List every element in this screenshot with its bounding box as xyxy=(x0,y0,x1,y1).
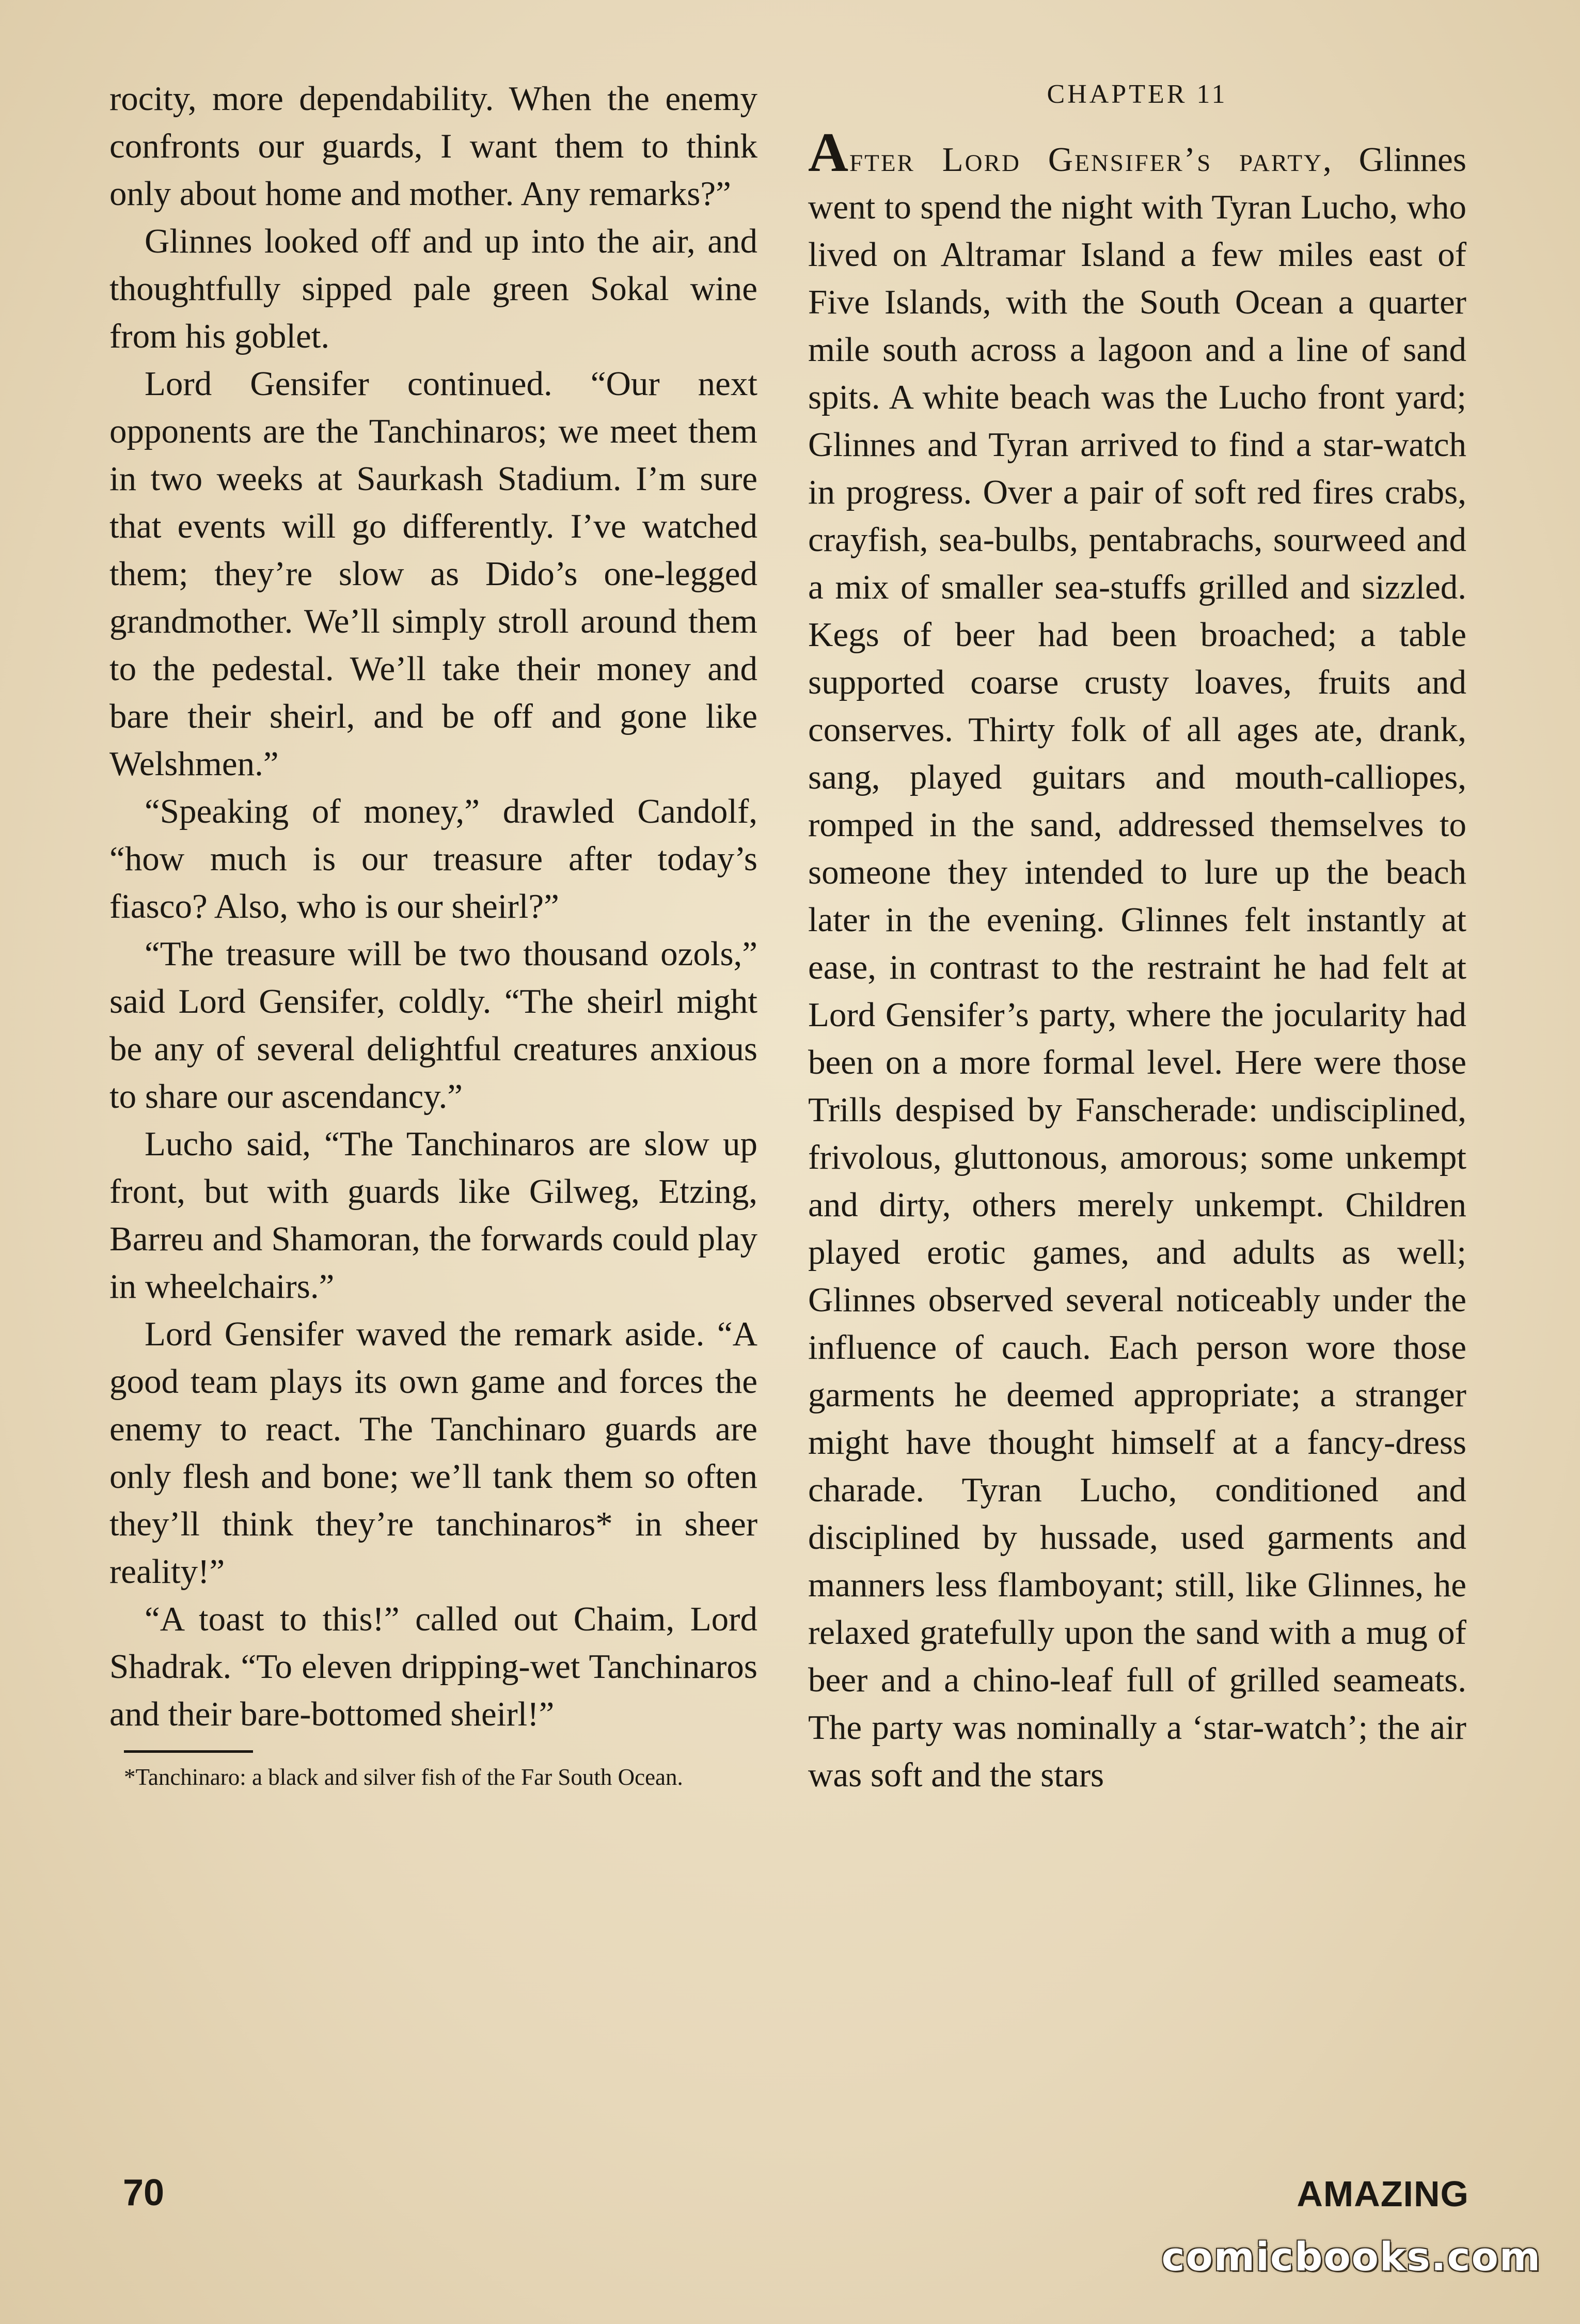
paragraph: “The treasure will be two thousand ozols,” said Lord Gensifer, coldly. “The sheirl might be any of several delightful creatures anxious to share our ascendancy.” xyxy=(109,935,757,1116)
paragraph: “Speaking of money,” drawled Candolf, “how much is our treasure after today’s fiasco? Also, who is our sheirl?” xyxy=(109,792,757,925)
paragraph-text: Glinnes went to spend the night with Tyran Lucho, who lived on Altramar Island a few miles east of Five Islands, with the South Ocean a quarter mile south across a lagoon and a line of sand spits. A white beach was the Lucho front yard; Glinnes and Tyran arrived to find a star-watch in progress. Over a pair of soft red fires crabs, crayfish, sea-bulbs, pentabrachs, sourweed and a mix of smaller sea-stuffs grilled and sizzled. Kegs of beer had been broached; a table supported coarse crusty loaves, fruits and conserves. Thirty folk of all ages ate, drank, sang, played guitars and mouth-calliopes, romped in the sand, addressed themselves to someone they intended to lure up the beach later in the evening. Glinnes felt instantly at ease, in contrast to the restraint he had felt at Lord Gensifer’s party, where the jocularity had been on a more formal level. Here were those Trills despised by Fanscherade: undisciplined, frivolous, gluttonous, amorous; some unkempt and dirty, others merely unkempt. Children played erotic games, and adults as well; Glinnes observed several noticeably under the influence of cauch. Each person wore those garments he deemed appropriate; a stranger might have thought himself at a fancy-dress charade. Tyran Lucho, conditioned and disciplined by hussade, used garments and manners less flamboyant; still, like Glinnes, he relaxed gratefully upon the sand with a mug of beer and a chino-leaf full of grilled seameats. The party was nominally a ‘star-watch’; the air was soft and the stars xyxy=(808,140,1466,1794)
left-column xyxy=(109,75,757,1792)
footnote: *Tanchinaro: a black and silver fish of the Far South Ocean. xyxy=(124,1764,683,1790)
right-column xyxy=(808,76,1466,1799)
paragraph: Glinnes looked off and up into the air, and thoughtfully sipped pale green Sokal wine from his goblet. xyxy=(109,222,757,355)
chapter-heading: CHAPTER 11 xyxy=(1047,80,1228,109)
paragraph: Lord Gensifer continued. “Our next opponents are the Tanchinaros; we meet them in two weeks at Saurkash Stadium. I’m sure that events will go differently. I’ve watched them; they’re slow as Dido’s one-legged grandmother. We’ll simply stroll around them to the pedestal. We’ll take their money and bare their sheirl, and be off and gone like Welshmen.” xyxy=(109,365,757,783)
magazine-name: AMAZING xyxy=(1297,2174,1469,2214)
footnote-divider xyxy=(124,1750,253,1753)
chapter-opening-paragraph xyxy=(808,122,1466,1799)
watermark: comicbooks.com xyxy=(1161,2234,1541,2280)
opening-small-caps: fter Lord Gensifer’s party, xyxy=(849,140,1333,179)
paragraph: Lord Gensifer waved the remark aside. “A good team plays its own game and forces the enemy to react. The Tanchinaro guards are only flesh and bone; we’ll tank them so often they’ll think they’re tanchinaros* in sheer reality!” xyxy=(109,1315,757,1591)
page-number: 70 xyxy=(123,2172,165,2213)
paragraph: “A toast to this!” called out Chaim, Lord Shadrak. “To eleven dripping-wet Tanchinaros and their bare-bottomed sheirl!” xyxy=(109,1600,757,1733)
drop-cap: A xyxy=(808,122,849,183)
paragraph: rocity, more dependability. When the enemy confronts our guards, I want them to think only about home and mother. Any remarks?” xyxy=(109,80,757,213)
paragraph: Lucho said, “The Tanchinaros are slow up front, but with guards like Gilweg, Etzing, Barreu and Shamoran, the forwards could play in wheelchairs.” xyxy=(109,1125,757,1306)
